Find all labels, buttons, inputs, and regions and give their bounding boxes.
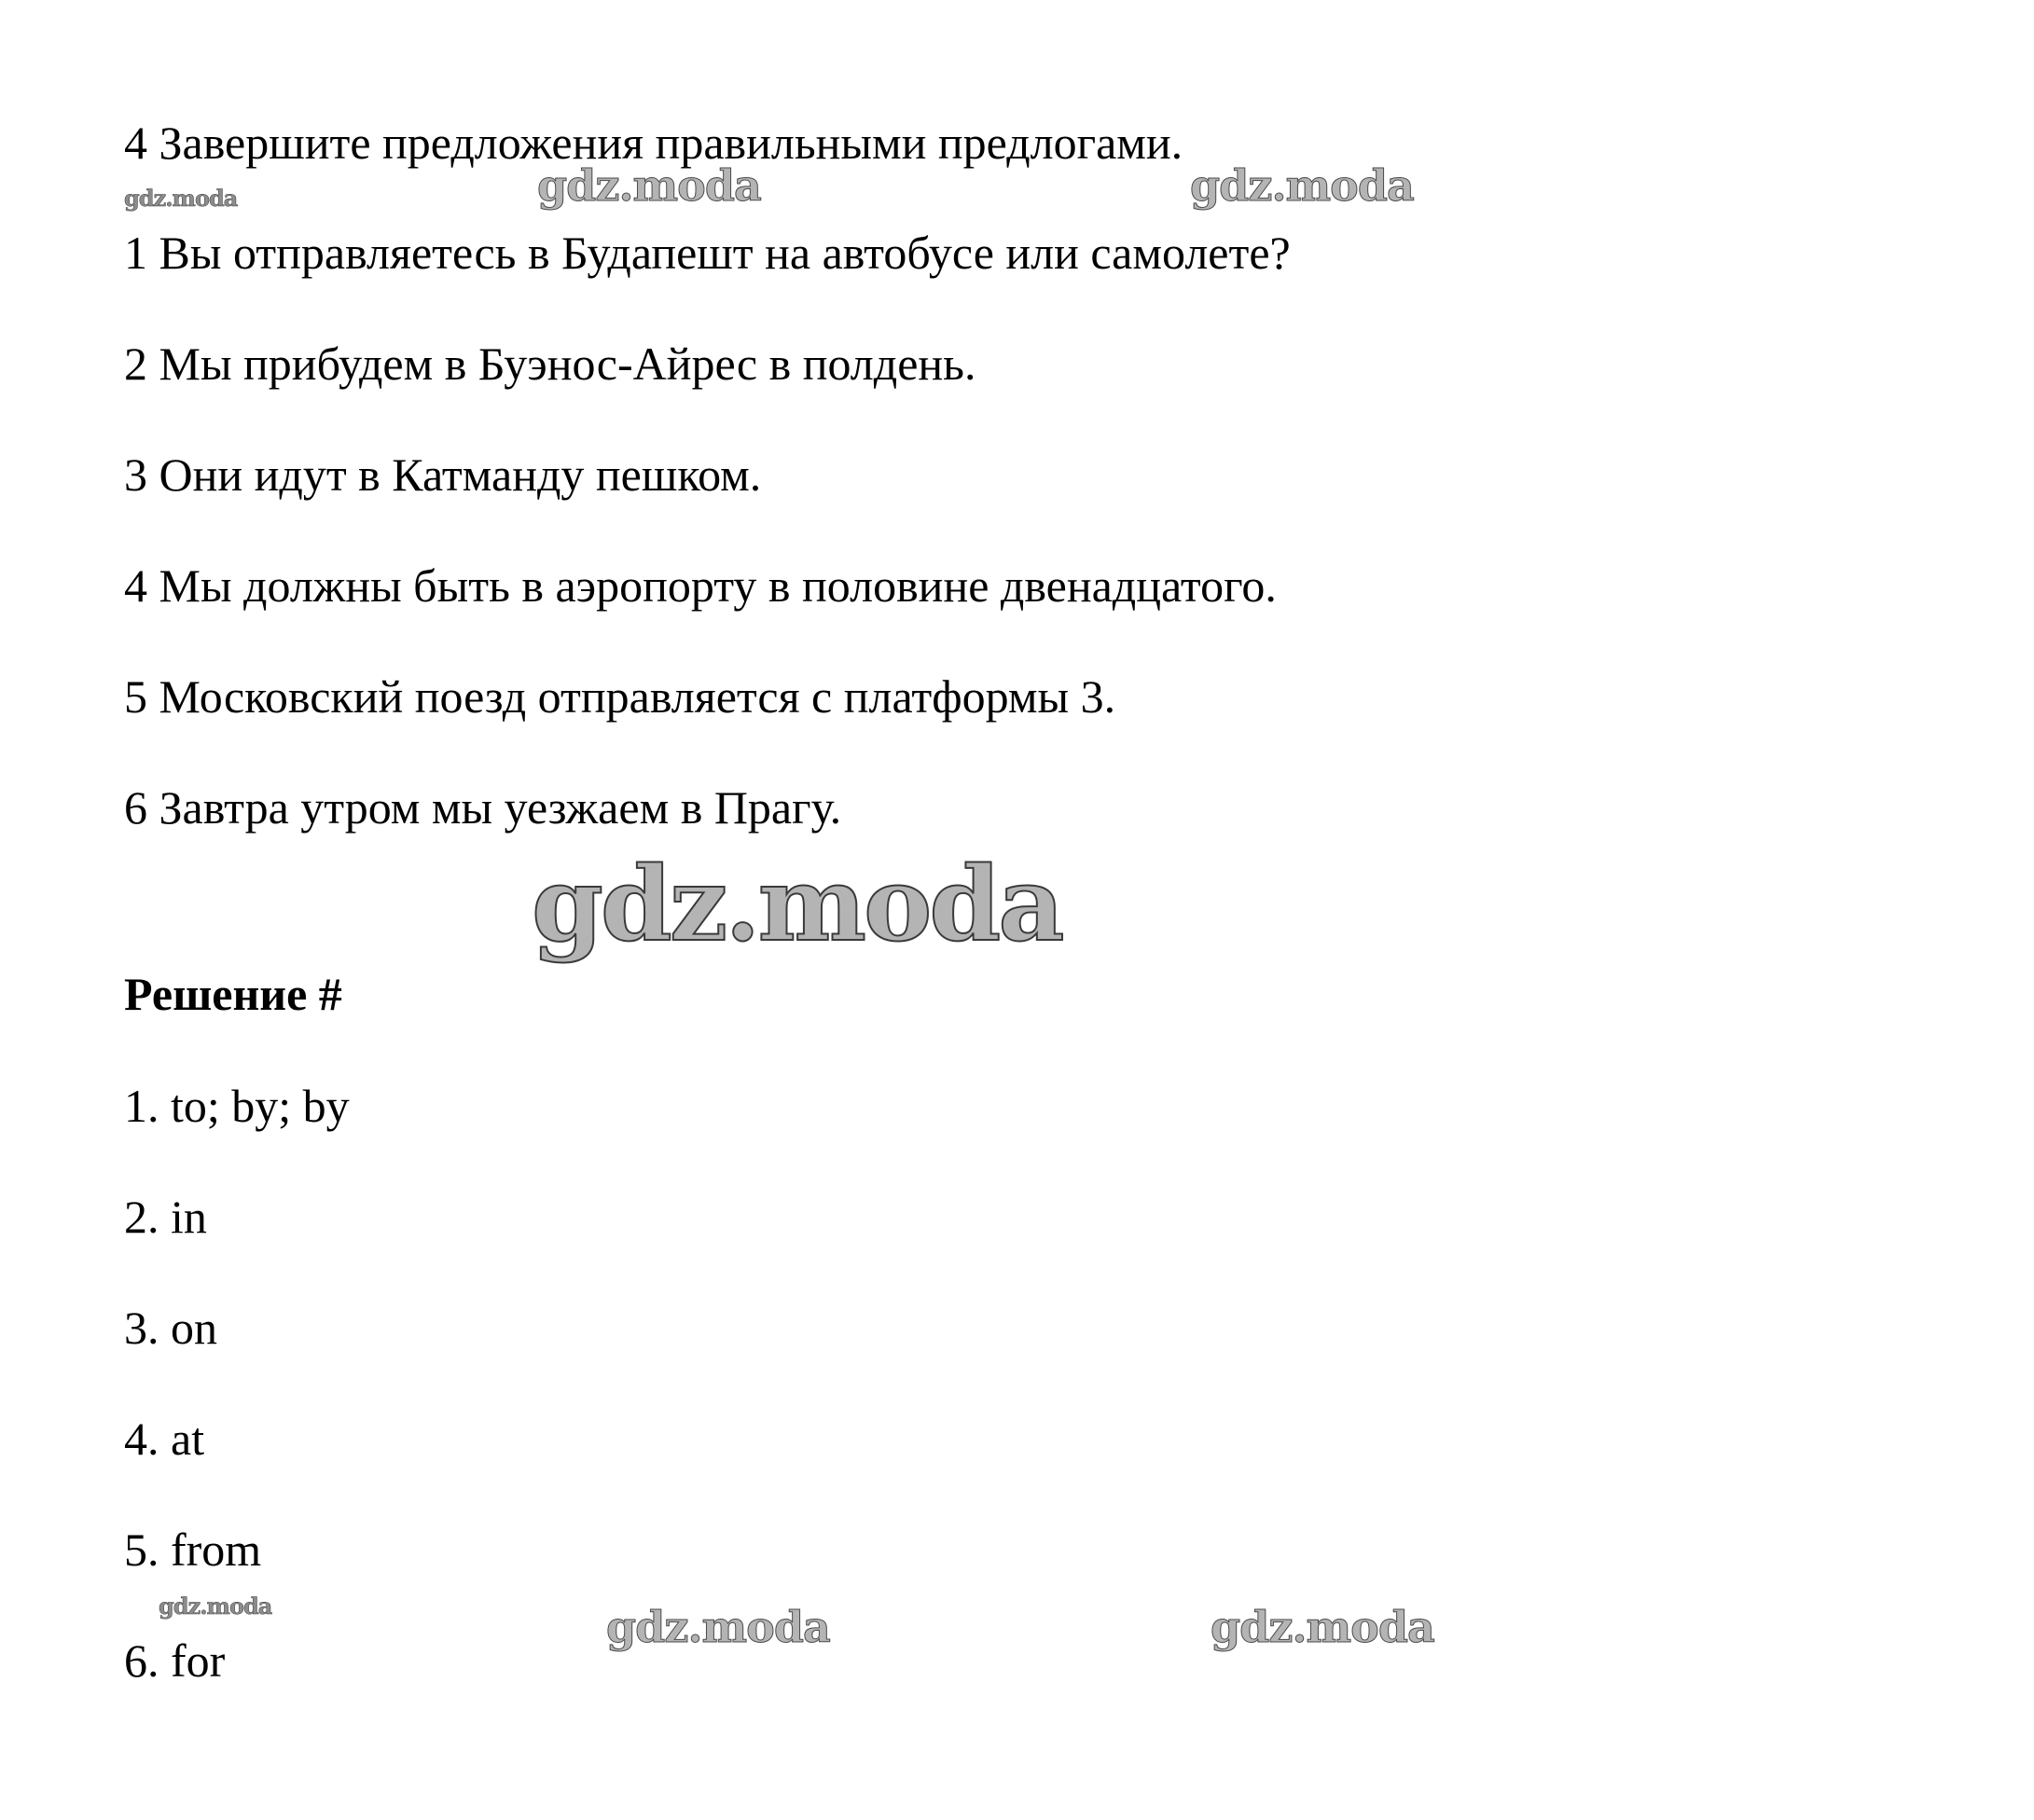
sentence-2: 2 Мы прибудем в Буэнос-Айрес в полдень. — [124, 338, 976, 390]
watermark-small-top: gdz.moda — [124, 185, 238, 212]
watermark-medium-bottom-left: gdz.moda — [606, 1602, 830, 1652]
watermark-small-bottom: gdz.moda — [159, 1592, 272, 1620]
watermark-medium-top-left: gdz.moda — [537, 160, 761, 211]
sentence-6: 6 Завтра утром мы уезжаем в Прагу. — [124, 781, 842, 834]
answer-4: 4. at — [124, 1413, 205, 1465]
sentence-4: 4 Мы должны быть в аэропорту в половине двенадцатого. — [124, 559, 1277, 612]
sentence-3: 3 Они идут в Катманду пешком. — [124, 448, 762, 501]
sentence-1: 1 Вы отправляетесь в Будапешт на автобусе или самолете? — [124, 227, 1291, 279]
watermark-large-center: gdz.moda — [532, 844, 1062, 964]
answer-1: 1. to; by; by — [124, 1080, 350, 1132]
task-title: 4 Завершите предложения правильными предлогами. — [124, 117, 1183, 169]
solution-heading: Решение # — [124, 968, 342, 1020]
watermark-medium-top-right: gdz.moda — [1190, 160, 1414, 211]
answer-2: 2. in — [124, 1191, 207, 1243]
sentence-5: 5 Московский поезд отправляется с платформы 3. — [124, 670, 1116, 723]
answer-5: 5. from — [124, 1524, 262, 1576]
answer-3: 3. on — [124, 1302, 217, 1354]
answer-6: 6. for — [124, 1634, 226, 1687]
watermark-medium-bottom-right: gdz.moda — [1211, 1602, 1434, 1652]
